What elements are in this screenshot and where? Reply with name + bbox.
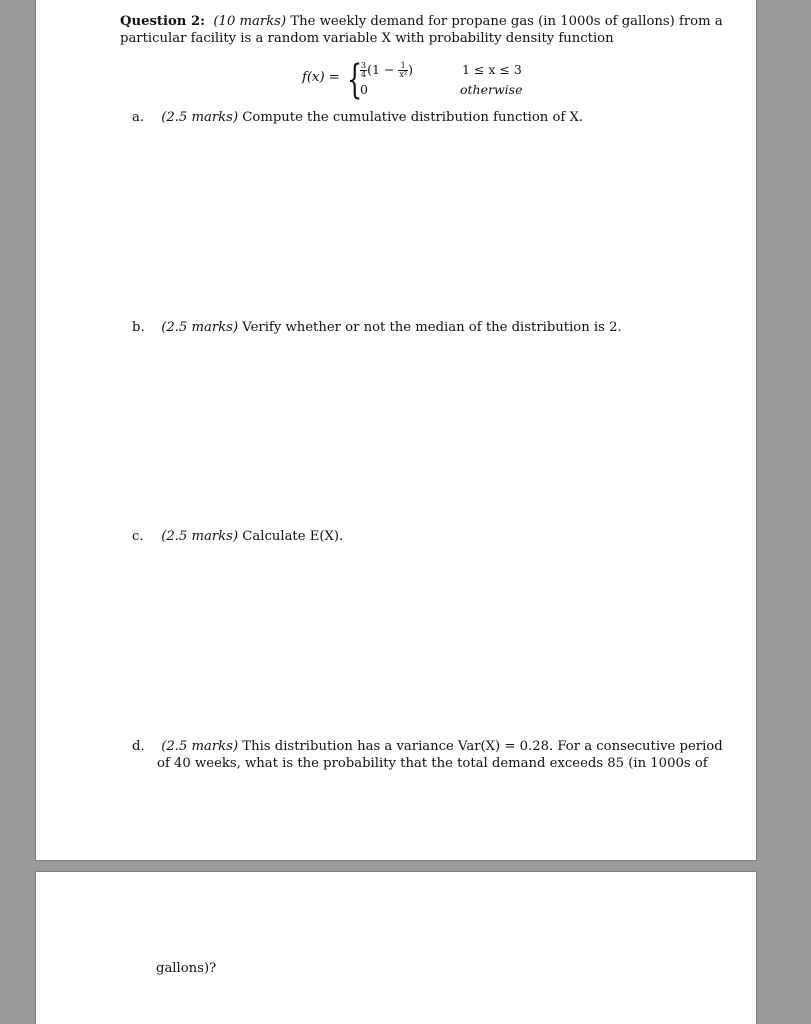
- part-a: [132, 109, 583, 126]
- formula-case2-condition: otherwise: [460, 82, 523, 97]
- part-b-label: b.: [132, 320, 145, 335]
- part-c-label: c.: [132, 529, 144, 544]
- part-b-text: Verify whether or not the median of the distribution is 2.: [242, 320, 622, 335]
- question-intro: [120, 13, 723, 47]
- part-d-marks: (2.5 marks): [161, 739, 239, 754]
- formula-case1-condition: 1 ≤ x ≤ 3: [462, 62, 522, 77]
- part-b: [132, 319, 622, 336]
- formula-case1-expression: $\frac{3}{4}$ (1 − $\frac{1}{\text{x²}}$ ): [361, 61, 413, 79]
- inner-fraction: $\frac{1}{\text{x²}}$: [399, 61, 408, 79]
- formula-lhs: f(x) =: [302, 70, 340, 85]
- part-d: [132, 738, 723, 772]
- part-d-text-line1: This distribution has a variance Var(X) = 0.28. For a consecutive period: [242, 739, 723, 754]
- part-a-marks: (2.5 marks): [161, 110, 239, 125]
- part-d-text-line3: gallons)?: [156, 961, 217, 976]
- pdf-formula: [302, 57, 532, 103]
- part-b-marks: (2.5 marks): [161, 320, 239, 335]
- question-intro-line2: particular facility is a random variable X with probability density function: [120, 31, 614, 46]
- question-heading: Question 2:: [120, 14, 206, 29]
- part-c: [132, 528, 343, 545]
- question-intro-line1: The weekly demand for propane gas (in 1000s of gallons) from a: [290, 14, 723, 29]
- coefficient-fraction: $\frac{3}{4}$: [361, 61, 367, 79]
- formula-case2-expression: 0: [360, 82, 368, 97]
- left-brace: {: [347, 57, 363, 103]
- document-page-1: [36, 0, 756, 860]
- part-c-text: Calculate E(X).: [242, 529, 344, 544]
- question-marks: (10 marks): [213, 14, 287, 29]
- part-a-label: a.: [132, 110, 145, 125]
- document-page-2: [36, 872, 756, 1024]
- part-d-text-line2: of 40 weeks, what is the probability that the total demand exceeds 85 (in 1000s of: [157, 756, 708, 771]
- part-c-marks: (2.5 marks): [161, 529, 239, 544]
- part-d-label: d.: [132, 739, 145, 754]
- part-a-text: Compute the cumulative distribution function of X.: [242, 110, 584, 125]
